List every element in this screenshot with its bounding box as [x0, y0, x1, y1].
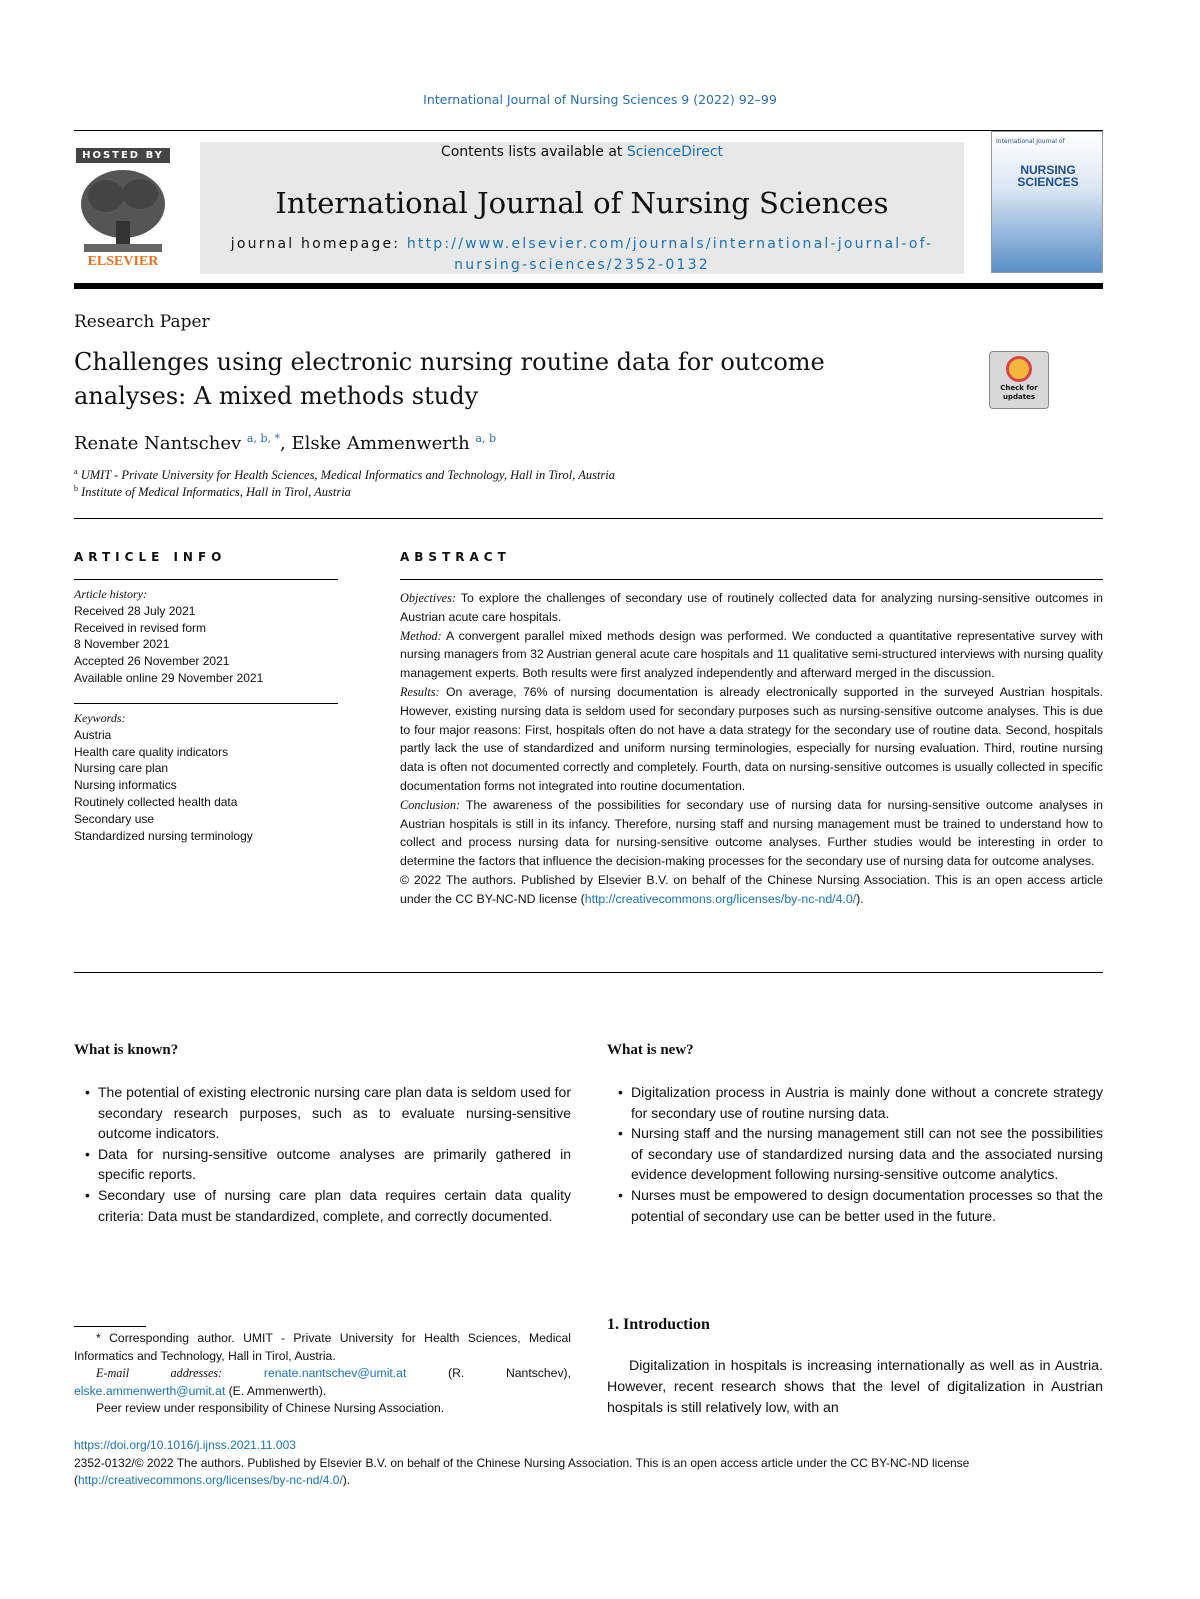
keyword: Nursing care plan — [74, 761, 169, 776]
contents-line — [200, 144, 964, 160]
homepage-url-2[interactable]: nursing-sciences/2352-0132 — [454, 257, 710, 273]
affiliation-marker: a — [74, 467, 78, 476]
bottom-footer — [74, 1437, 1103, 1490]
sciencedirect-link[interactable]: ScienceDirect — [626, 144, 724, 160]
homepage-url-1[interactable]: http://www.elsevier.com/journals/international-journal-of- — [406, 236, 934, 252]
affiliation-marker: b — [74, 484, 78, 493]
cover-title — [998, 164, 1098, 188]
journal-title: International Journal of Nursing Sciences — [275, 186, 889, 220]
list-item: • Secondary use of nursing care plan data requires certain data quality criteria: Data must be standardized, complete, and correctly documented. — [98, 1185, 571, 1226]
title-divider — [74, 518, 1103, 519]
history-item: Received in revised form — [74, 620, 207, 635]
list-item: • Digitalization process in Austria is mainly done without a concrete strategy for secondary use of routine nursing data. — [631, 1082, 1103, 1123]
email-owner-2: (E. Ammenwerth). — [225, 1383, 327, 1398]
footnote-rule — [74, 1326, 146, 1327]
affiliation-text: Institute of Medical Informatics, Hall in Tirol, Austria — [81, 485, 351, 500]
introduction-text: Digitalization in hospitals is increasing internationally as well as in Austria. However, recent research shows that the level of digitalization in Austrian hospitals is still relatively low, with an — [607, 1358, 1103, 1416]
running-header[interactable]: International Journal of Nursing Sciences 9 (2022) 92–99 — [423, 92, 777, 107]
keyword: Secondary use — [74, 811, 155, 826]
method-label: Method: — [400, 628, 442, 643]
corresponding-author-note: * Corresponding author. UMIT - Private University for Health Sciences, Medical Informatics and Technology, Hall in Tirol, Austria. — [74, 1331, 571, 1363]
abstract-copyright — [400, 871, 1103, 909]
elsevier-wordmark: ELSEVIER — [87, 254, 159, 268]
keywords-label: Keywords: — [74, 711, 126, 725]
what-is-new-list — [607, 1082, 1103, 1226]
cover-small-text: International Journal of — [996, 138, 1065, 145]
conclusion-label: Conclusion: — [400, 797, 461, 812]
conclusion-text: The awareness of the possibilities for secondary use of nursing data for nursing-sensitive outcome analyses in Austrian hospitals is still in its infancy. Therefore, nursing staff and nursing management must be trained to understand how to collect and process nursing data for nursing-sensitive outcome analyses. Further studies would be interesting in order to determine the factors that influence the decision-making processes for the secondary use of nursing data for outcome analyses. — [400, 797, 1103, 869]
title-line-2: analyses: A mixed methods study — [74, 382, 479, 410]
what-is-new-heading: What is new? — [607, 1042, 694, 1058]
license-link[interactable]: http://creativecommons.org/licenses/by-nc-nd/4.0/ — [584, 891, 857, 906]
copyright-text: © 2022 The authors. Published by Elsevier B.V. on behalf of the Chinese Nursing Association. This is an open access article under the CC BY-NC-ND license ( — [400, 872, 1103, 906]
introduction-heading: 1. Introduction — [607, 1316, 710, 1333]
list-item: • The potential of existing electronic nursing care plan data is seldom used for secondary research purposes, such as to evaluate nursing-sensitive outcome indicators. — [98, 1082, 571, 1144]
header-thick-rule — [74, 283, 1103, 289]
keyword: Standardized nursing terminology — [74, 828, 253, 843]
journal-cover-image — [991, 131, 1103, 273]
email-label: E-mail addresses: — [96, 1366, 223, 1380]
what-is-known-list — [74, 1082, 571, 1226]
keywords — [74, 710, 253, 844]
bottom-license-link[interactable]: http://creativecommons.org/licenses/by-nc-nd/4.0/ — [78, 1473, 343, 1487]
results-text: On average, 76% of nursing documentation is already electronically supported in the surveyed Austrian hospitals. However, existing nursing data is seldom used for secondary purposes such as nursing-sensitive outcome analyses. This is due to four major reasons: First, hospitals often do not have a data strategy for the secondary use of routine data. Second, hospitals partly lack the use of standardized and uniform nursing terminologies, especially for nursing evaluation. Third, routine nursing data is often not documented correctly and completely. Fourth, data on nursing-sensitive outcomes is usually collected in specific documentation forms not integrated into routine documentation. — [400, 684, 1103, 793]
author-list: Renate Nantschev $^{a, b, *}$, Elske Ammenwerth $^{a, b}$ — [74, 432, 497, 454]
affiliation-text: UMIT - Private University for Health Sciences, Medical Informatics and Technology, Hall in Tirol, Austria — [80, 468, 616, 483]
abstract-bottom-rule — [74, 972, 1103, 973]
abstract-body — [400, 589, 1103, 909]
keywords-rule — [74, 703, 338, 704]
keyword: Austria — [74, 727, 112, 742]
bottom-end: ). — [342, 1473, 351, 1487]
affiliation-b — [74, 484, 351, 500]
check-updates-label: Check for updates — [1000, 384, 1038, 401]
check-updates-icon — [1006, 356, 1032, 382]
list-item: • Data for nursing-sensitive outcome analyses are primarily gathered in specific reports. — [98, 1144, 571, 1185]
peer-review-note: Peer review under responsibility of Chinese Nursing Association. — [96, 1401, 445, 1415]
check-for-updates-badge[interactable] — [989, 351, 1049, 409]
cover-line-1: NURSING — [1020, 163, 1076, 177]
journal-homepage — [200, 234, 964, 276]
title-line-1: Challenges using electronic nursing routine data for outcome — [74, 348, 825, 376]
email-note — [74, 1365, 571, 1400]
history-item: Received 28 July 2021 — [74, 603, 196, 618]
method-text: A convergent parallel mixed methods design was performed. We conducted a quantitative representative survey with nursing managers from 32 Austrian general acute care hospitals and 11 qualitative semi-structured interviews with nursing quality management experts. Both results were first analyzed independently and afterward merged in the discussion. — [400, 628, 1103, 681]
what-is-known-heading: What is known? — [74, 1042, 179, 1058]
issn-copyright: 2352-0132/© 2022 The authors. Published by Elsevier B.V. on behalf of the Chinese Nursing Association. This is an open access article under the CC BY-NC-ND license ( — [74, 1455, 970, 1487]
abstract-heading: ABSTRACT — [400, 550, 511, 564]
abstract-results — [400, 683, 1103, 796]
keyword: Health care quality indicators — [74, 744, 229, 759]
author-affiliation-marker[interactable]: a, b, * — [246, 432, 281, 445]
objectives-label: Objectives: — [400, 591, 456, 605]
paper-type: Research Paper — [74, 312, 210, 332]
copyright-end: ). — [856, 891, 864, 906]
footnotes — [74, 1330, 571, 1418]
results-label: Results: — [400, 684, 440, 699]
history-item: Accepted 26 November 2021 — [74, 654, 230, 669]
list-item: • Nursing staff and the nursing management still can not see the possibilities of secondary use of standardized nursing data and the associated nursing evidence development following nursing-sensitive outcome analytics. — [631, 1123, 1103, 1185]
cover-line-2: SCIENCES — [1017, 175, 1079, 189]
article-info-heading: ARTICLE INFO — [74, 550, 227, 564]
contents-prefix: Contents lists available at — [440, 144, 627, 160]
email-link-1[interactable]: renate.nantschev@umit.at — [263, 1366, 407, 1380]
doi-link[interactable]: https://doi.org/10.1016/j.ijnss.2021.11.003 — [74, 1438, 296, 1452]
history-item: Available online 29 November 2021 — [74, 670, 264, 685]
author-affiliation-marker[interactable]: a, b — [475, 432, 497, 445]
article-history — [74, 586, 263, 687]
hosted-by-badge: HOSTED BY — [76, 148, 170, 163]
abstract-objectives — [400, 589, 1103, 627]
affiliation-a — [74, 467, 615, 483]
homepage-label: journal homepage: — [230, 236, 407, 252]
history-label: Article history: — [74, 587, 147, 601]
keyword: Routinely collected health data — [74, 794, 238, 809]
email-link-2[interactable]: elske.ammenwerth@umit.at — [74, 1383, 226, 1398]
abstract-conclusion — [400, 796, 1103, 871]
history-item: 8 November 2021 — [74, 637, 170, 652]
keyword: Nursing informatics — [74, 778, 177, 793]
article-info-rule — [74, 579, 338, 580]
abstract-rule — [400, 579, 1103, 580]
paper-title — [74, 345, 934, 413]
elsevier-tree-logo — [76, 166, 170, 268]
list-item: • Nurses must be empowered to design documentation processes so that the potential of secondary use can be better used in the future. — [631, 1185, 1103, 1226]
abstract-method — [400, 627, 1103, 683]
author-name: Renate Nantschev — [74, 433, 242, 454]
email-owner-1: (R. Nantschev), — [406, 1366, 571, 1380]
objectives-text: To explore the challenges of secondary use of routinely collected data for analyzing nursing-sensitive outcomes in Austrian acute care hospitals. — [400, 591, 1103, 624]
author-name: Elske Ammenwerth — [291, 433, 470, 454]
header-thin-rule — [74, 130, 1103, 131]
